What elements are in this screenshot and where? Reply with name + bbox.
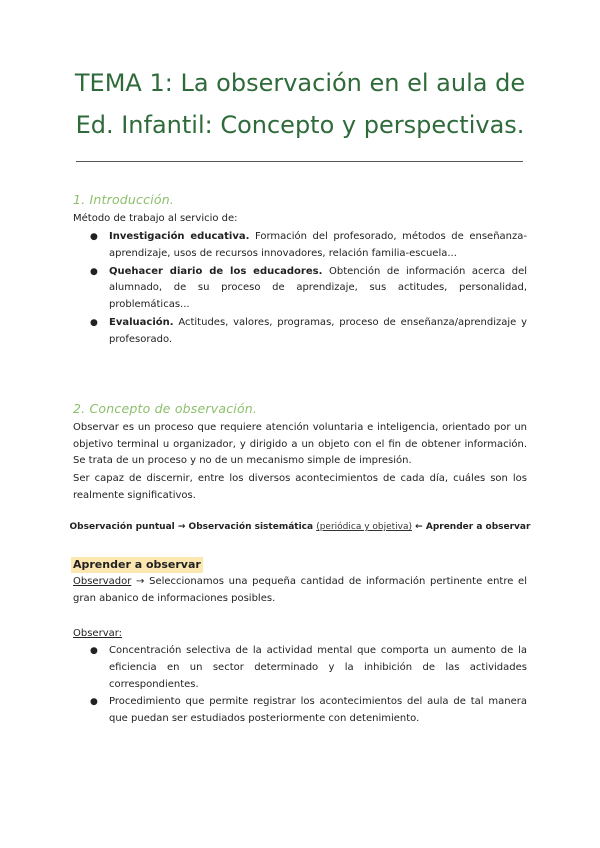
flow-part-1: Observación puntual → Observación sistemática bbox=[69, 522, 317, 532]
section-heading-concept: 2. Concepto de observación. bbox=[73, 401, 258, 416]
list-item-title: Quehacer diario de los educadores. bbox=[109, 265, 323, 277]
flow-part-2: (periódica y objetiva) bbox=[316, 522, 413, 532]
list-item-text: Formación del profesorado, métodos de enseñanza-aprendizaje, usos de recursos innovadores, relación familia-escuela... bbox=[109, 231, 527, 259]
observador-definition bbox=[73, 574, 527, 607]
list-item bbox=[73, 643, 527, 693]
list-item-title: Evaluación. bbox=[109, 316, 174, 328]
section-heading-introduction: 1. Introducción. bbox=[73, 192, 175, 207]
list-item bbox=[73, 694, 527, 728]
observation-flow bbox=[60, 522, 540, 532]
concept-paragraph-2: Ser capaz de discernir, entre los diversos acontecimientos de cada día, cuáles son los realmente significativos. bbox=[73, 473, 527, 501]
bullet-icon: ● bbox=[90, 317, 98, 328]
intro-text: Método de trabajo al servicio de: bbox=[73, 213, 238, 224]
bullet-icon: ● bbox=[90, 646, 98, 656]
bullet-icon: ● bbox=[90, 697, 98, 708]
highlighted-heading: Aprender a observar bbox=[73, 558, 201, 571]
list-item-title: Investigación educativa. bbox=[109, 231, 250, 242]
list-item-text: Procedimiento que permite registrar los acontecimientos del aula de tal manera que puedan ser estudiados posteriormente con detenimiento. bbox=[109, 696, 527, 725]
bullet-icon: ● bbox=[90, 266, 98, 277]
bullet-icon: ● bbox=[90, 232, 98, 242]
list-item-text: Actitudes, valores, programas, proceso de enseñanza/aprendizaje y profesorado. bbox=[109, 316, 527, 345]
list-item bbox=[73, 229, 527, 263]
observar-list bbox=[73, 643, 527, 729]
observar-label: Observar: bbox=[73, 628, 123, 639]
title-line-2: Ed. Infantil: Concepto y perspectivas. bbox=[75, 111, 525, 139]
list-item bbox=[73, 315, 527, 349]
concept-paragraph-1: Observar es un proceso que requiere atención voluntaria e inteligencia, orientado por un objetivo terminal u organizador, y dirigido a un objeto con el fin de obtener información. Se trata de un proceso y no de un mecanismo simple de impresión. bbox=[73, 422, 527, 467]
list-item-text: Obtención de información acerca del alumnado, de su proceso de aprendizaje, sus actitudes, personalidad, problemáticas... bbox=[109, 265, 527, 311]
list-item bbox=[73, 264, 527, 314]
intro-list bbox=[73, 229, 527, 350]
observador-text: → Seleccionamos una pequeña cantidad de información pertinente entre el gran abanico de informaciones posibles. bbox=[73, 576, 527, 604]
title-divider bbox=[76, 161, 523, 162]
flow-part-3: ← Aprender a observar bbox=[412, 522, 531, 532]
list-item-text: Concentración selectiva de la actividad mental que comporta un aumento de la eficiencia en un sector determinado y la inhibición de las actividades correspondientes. bbox=[109, 645, 527, 690]
observador-label: Observador bbox=[73, 576, 132, 587]
title-line-1: TEMA 1: La observación en el aula de bbox=[74, 69, 526, 97]
page-title bbox=[60, 62, 540, 146]
